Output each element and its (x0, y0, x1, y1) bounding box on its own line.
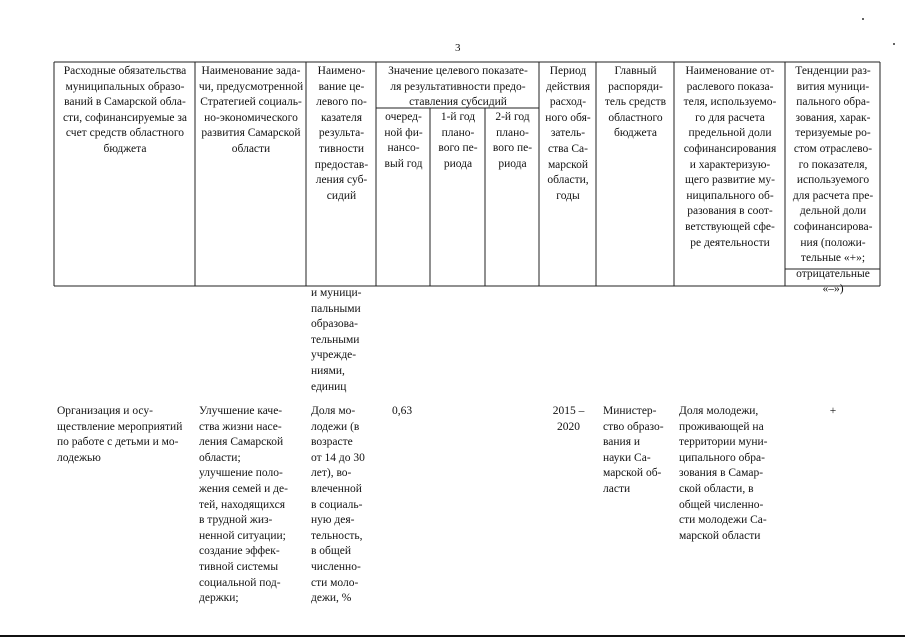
indicator-continuation: и муници- пальными образова- тельными учрежде- ниями, единиц (311, 287, 362, 393)
header-sector-indicator: Наименование от- раслевого показа- теля, используемо- го для расчета предельной доли софинансирования и характеризую- щего развитие му- ниципального об- разования в соот- ветствующей сфе- ре деятельности (683, 65, 777, 249)
row-target-indicator: Доля мо- лодежи (в возрасте от 14 до 30 лет), во- влеченной в социаль- ную дея- тельность, в общей численно- сти моло- дежи, % (311, 405, 365, 605)
row-sector-indicator: Доля молодежи, проживающей на территории муни- ципального обра- зования в Самар- ской области, в общей численно- сти молодежи Са- марской области (679, 405, 768, 542)
header-strategy-task: Наименование зада- чи, предусмотренной Стратегией социаль- но-экономического развития Самарской области (198, 65, 304, 155)
header-period: Период действия расход- ного обя- затель- ства Са- марской области, годы (545, 65, 591, 202)
scan-speck (862, 18, 864, 20)
header-current-year: очеред- ной фи- нансо- вый год (384, 111, 423, 170)
header-development-trend: Тенденции раз- вития муници- пального обра- зования, харак- теризуемые ро- стом отраслево- го показателя, используемого для расчета пре- дельной доли софинансирова- ния (положи- тельные «+»; отрицательные «–») (792, 65, 874, 296)
header-indicator-values: Значение целевого показате- ля результативности предо- ставления субсидий (388, 65, 528, 109)
scan-speck (893, 43, 895, 45)
header-planning-year-1: 1-й год плано- вого пе- риода (438, 111, 478, 170)
row-period: 2015 – 2020 (552, 405, 585, 433)
row-chief-manager: Министер- ство образо- вания и науки Са- марской об- ласти (603, 405, 664, 495)
header-planning-year-2: 2-й год плано- вого пе- риода (492, 111, 533, 170)
header-obligations: Расходные обязательства муниципальных образо- ваний в Самарской обла- сти, софинансируемые за счет средств областного бюджета (62, 65, 188, 155)
header-target-indicator: Наимено- вание це- левого по- казателя результа- тивности предостав- ления суб- сидий (314, 65, 369, 202)
page-number: 3 (455, 42, 461, 54)
row-trend: + (829, 405, 837, 417)
row-obligation: Организация и осу- ществление мероприятий по работе с детьми и мо- лодежью (57, 405, 183, 464)
header-chief-manager: Главный распоряди- тель средств областного бюджета (604, 65, 667, 140)
row-strategy-task: Улучшение каче- ства жизни насе- ления Самарской области; улучшение поло- жения семей и де- тей, находящихся в трудной жиз- ненной ситуации; создание эффек- тивной системы социальной под- держки; (199, 405, 288, 605)
row-value-current-year: 0,63 (392, 405, 413, 417)
